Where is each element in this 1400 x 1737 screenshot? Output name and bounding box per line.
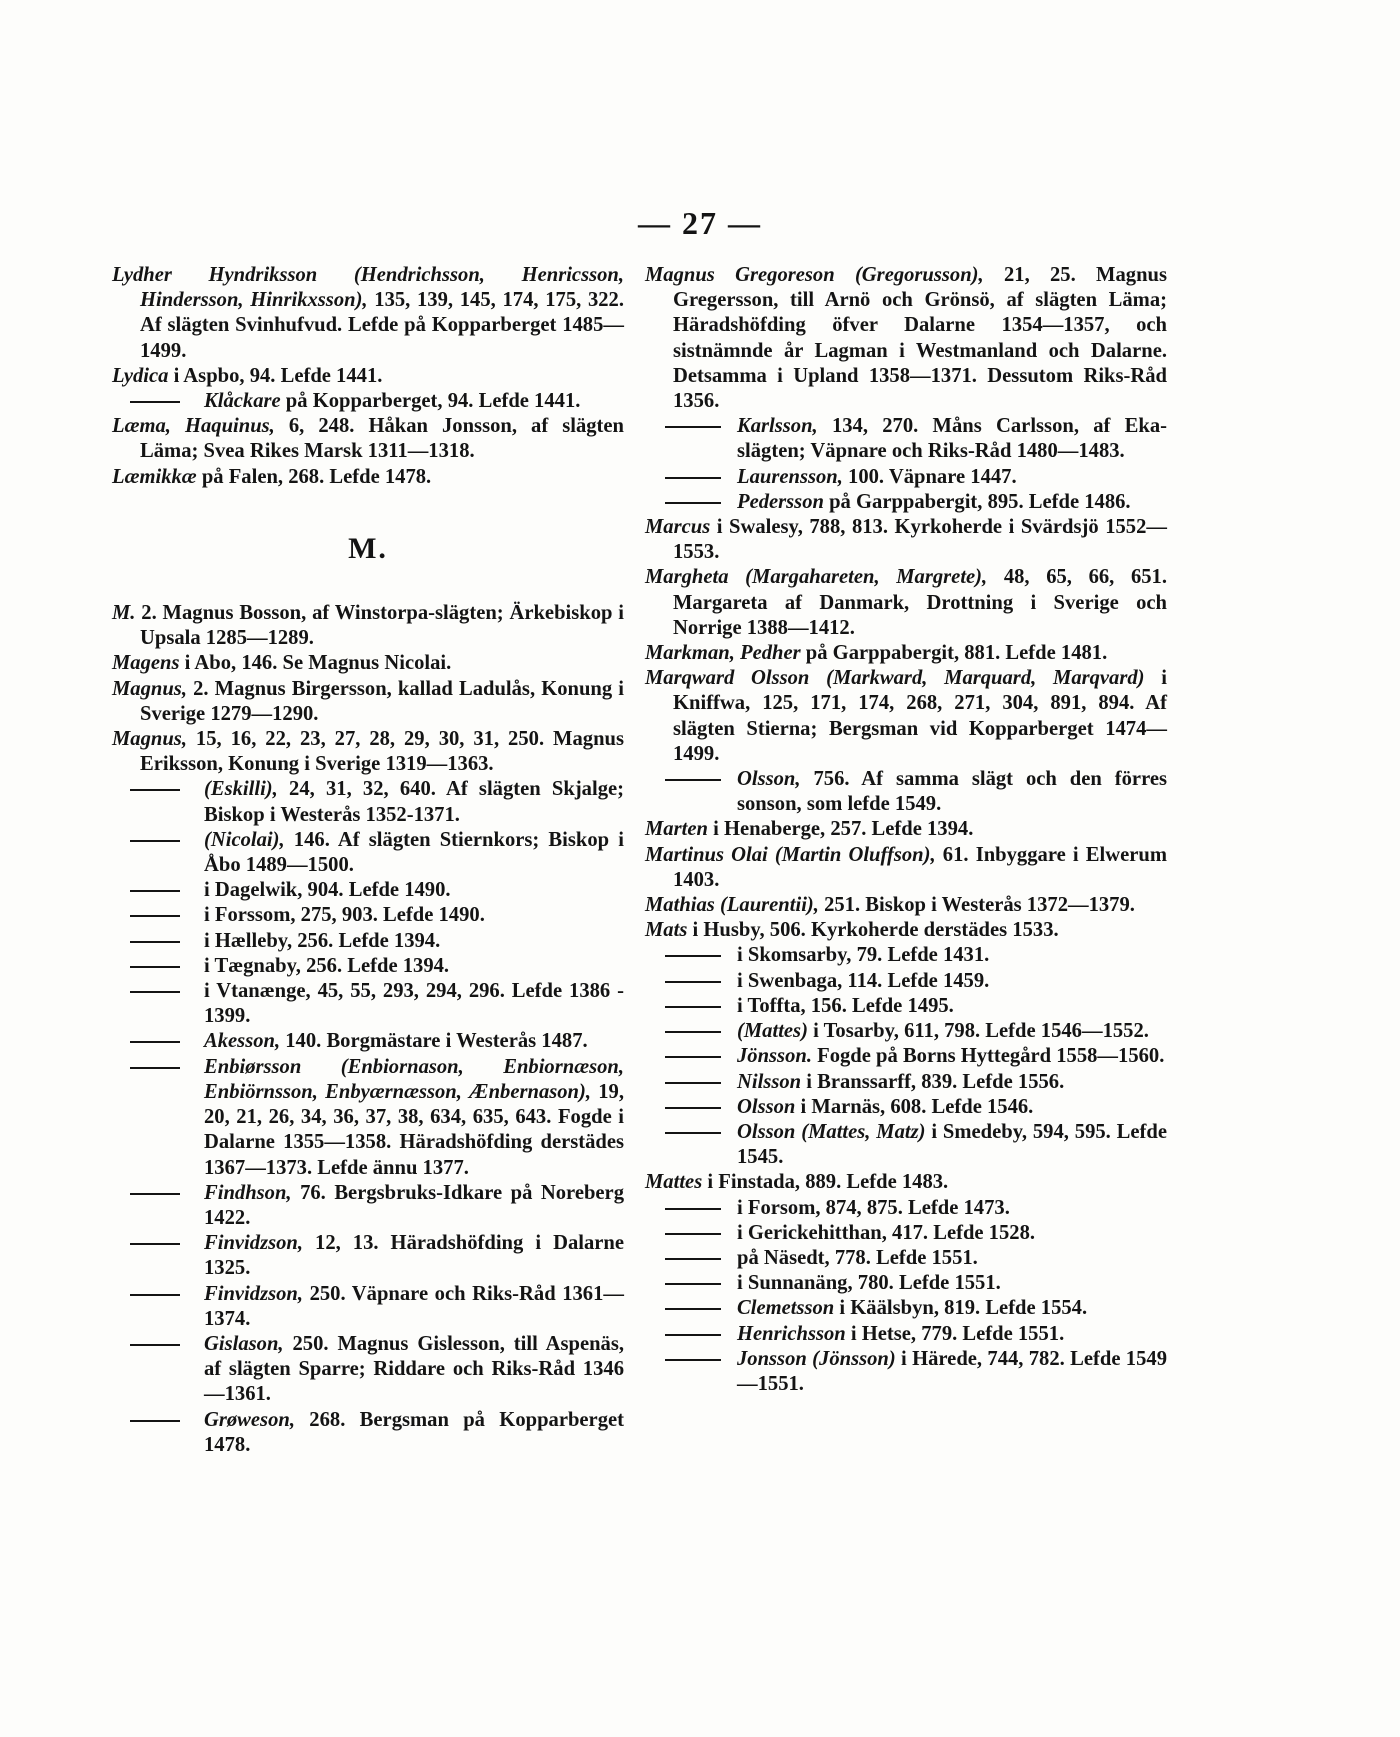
ditto-dash bbox=[665, 1006, 721, 1008]
sub-entry bbox=[645, 465, 1167, 490]
sub-entry bbox=[645, 1296, 1167, 1321]
entry-text: på Kopparberget, 94. Lefde 1441. bbox=[280, 390, 581, 413]
entry-text: i Vtanænge, 45, 55, 293, 294, 296. Lefde 1386 - 1399. bbox=[204, 980, 624, 1028]
sub-entry bbox=[112, 1231, 624, 1281]
entry-text: i Toffta, 156. Lefde 1495. bbox=[737, 994, 954, 1017]
ditto-dash bbox=[130, 890, 180, 892]
entry-text: 100. Väpnare 1447. bbox=[842, 465, 1017, 488]
entry-text: i Forssom, 275, 903. Lefde 1490. bbox=[204, 904, 485, 927]
entry-name: M. bbox=[112, 602, 136, 625]
entry-text: 250. Väpnare och Riks-Råd 1361—1374. bbox=[204, 1282, 624, 1330]
entry-text: 134, 270. Måns Carlsson, af Eka-slägten; Väpnare och Riks-Råd 1480—1483. bbox=[737, 415, 1167, 463]
sub-entry bbox=[112, 903, 624, 928]
ditto-dash bbox=[665, 1258, 721, 1260]
index-entry bbox=[112, 651, 624, 676]
entry-text: i Henaberge, 257. Lefde 1394. bbox=[707, 818, 974, 841]
sub-entry bbox=[112, 1332, 624, 1408]
entry-text: 48, 65, 66, 651. Margareta af Danmark, Drottning i Sverige och Norrige 1388—1412. bbox=[673, 566, 1167, 639]
entry-text: Fogde på Borns Hyttegård 1558—1560. bbox=[811, 1045, 1165, 1068]
entry-name: Findhson, bbox=[204, 1181, 292, 1204]
entry-name: Gislason, bbox=[204, 1332, 284, 1355]
ditto-dash bbox=[665, 779, 721, 781]
sub-entry bbox=[112, 954, 624, 979]
sub-entry bbox=[645, 1221, 1167, 1246]
entry-name: Mats bbox=[645, 919, 688, 942]
ditto-dash bbox=[665, 1334, 721, 1336]
ditto-dash bbox=[665, 1132, 721, 1134]
sub-entry bbox=[645, 490, 1167, 515]
ditto-dash bbox=[130, 941, 180, 943]
entry-text: på Garppabergit, 895. Lefde 1486. bbox=[823, 490, 1131, 513]
entry-text: i Dagelwik, 904. Lefde 1490. bbox=[204, 879, 451, 902]
entry-name: Magnus, bbox=[112, 677, 187, 700]
right-column bbox=[645, 263, 1167, 1397]
ditto-dash bbox=[665, 1233, 721, 1235]
index-entry bbox=[112, 263, 624, 364]
ditto-dash bbox=[130, 991, 180, 993]
ditto-dash bbox=[665, 1082, 721, 1084]
entry-text: i Aspbo, 94. Lefde 1441. bbox=[168, 364, 383, 387]
index-entry bbox=[645, 918, 1167, 943]
entry-name: Finvidzson, bbox=[204, 1282, 303, 1305]
ditto-dash bbox=[665, 502, 721, 504]
entry-name: Finvidzson, bbox=[204, 1232, 303, 1255]
ditto-dash bbox=[665, 1283, 721, 1285]
entry-text: 12, 13. Häradshöfding i Dalarne 1325. bbox=[204, 1232, 624, 1280]
ditto-dash bbox=[130, 789, 180, 791]
entry-name: Olsson bbox=[737, 1095, 796, 1118]
entry-text: 146. Af slägten Stiernkors; Biskop i Åbo 1489—1500. bbox=[204, 828, 624, 877]
entry-name: Enbiørsson (Enbiornason, Enbiornæson, Enbiörnsson, Enbyærnæsson, Ænbernason), bbox=[204, 1055, 624, 1103]
sub-entry bbox=[112, 389, 624, 414]
entry-text: i Gerickehitthan, 417. Lefde 1528. bbox=[737, 1221, 1036, 1244]
entry-text: 15, 16, 22, 23, 27, 28, 29, 30, 31, 250. Magnus Eriksson, Konung i Sverige 1319—1363. bbox=[140, 728, 624, 776]
entry-text: i Forsom, 874, 875. Lefde 1473. bbox=[737, 1196, 1010, 1219]
sub-entry bbox=[112, 929, 624, 954]
ditto-dash bbox=[130, 915, 180, 917]
entry-text: 2. Magnus Bosson, af Winstorpa-slägten; Ärkebiskop i Upsala 1285—1289. bbox=[135, 602, 624, 650]
sub-entry bbox=[112, 828, 624, 878]
index-entry bbox=[645, 515, 1167, 565]
entry-text: i Hælleby, 256. Lefde 1394. bbox=[204, 929, 441, 952]
sub-entry bbox=[112, 1029, 624, 1054]
sub-entry bbox=[112, 1055, 624, 1181]
sub-entry bbox=[645, 1019, 1167, 1044]
entry-name: Mattes bbox=[645, 1171, 703, 1194]
entry-text: 756. Af samma slägt och den förres sonson, som lefde 1549. bbox=[737, 768, 1167, 816]
entry-text: i Swalesy, 788, 813. Kyrkoherde i Svärdsjö 1552—1553. bbox=[673, 516, 1167, 564]
entry-text: i Tosarby, 611, 798. Lefde 1546—1552. bbox=[807, 1020, 1149, 1043]
entry-name: Marqward Olsson (Markward, Marquard, Marqvard) bbox=[645, 667, 1145, 690]
entry-name: Grøweson, bbox=[204, 1408, 295, 1431]
entry-name: Olsson (Mattes, Matz) bbox=[737, 1120, 926, 1143]
entry-text: 76. Bergsbruks-Idkare på Noreberg 1422. bbox=[204, 1181, 624, 1229]
ditto-dash bbox=[130, 1420, 180, 1422]
ditto-dash bbox=[665, 1031, 721, 1033]
entry-name: (Nicolai), bbox=[204, 828, 285, 851]
sub-entry bbox=[645, 1322, 1167, 1347]
index-entry bbox=[112, 364, 624, 389]
entry-name: Henrichsson bbox=[737, 1322, 846, 1345]
entry-name: Jonsson (Jönsson) bbox=[737, 1347, 896, 1370]
sub-entry bbox=[645, 1044, 1167, 1069]
ditto-dash bbox=[130, 840, 180, 842]
sub-entry bbox=[112, 777, 624, 827]
entry-name: Markman, Pedher bbox=[645, 642, 801, 665]
entry-text: 251. Biskop i Westerås 1372—1379. bbox=[818, 894, 1135, 917]
ditto-dash bbox=[665, 1308, 721, 1310]
entry-text: i Härede, 744, 782. Lefde 1549—1551. bbox=[737, 1347, 1167, 1395]
entry-text: i Smedeby, 594, 595. Lefde 1545. bbox=[737, 1120, 1167, 1169]
entry-name: Marcus bbox=[645, 516, 711, 539]
entry-text: 61. Inbyggare i Elwerum 1403. bbox=[673, 843, 1167, 891]
entry-text: i Hetse, 779. Lefde 1551. bbox=[845, 1322, 1065, 1345]
entry-text: 250. Magnus Gislesson, till Aspenäs, af slägten Sparre; Riddare och Riks-Råd 1346—1361. bbox=[204, 1332, 624, 1406]
entry-text: på Garppabergit, 881. Lefde 1481. bbox=[800, 642, 1108, 665]
entry-name: Clemetsson bbox=[737, 1297, 835, 1320]
index-entry bbox=[645, 565, 1167, 641]
ditto-dash bbox=[665, 1056, 721, 1058]
entry-text: 268. Bergsman på Kopparberget 1478. bbox=[204, 1408, 624, 1456]
entry-name: Akesson, bbox=[204, 1030, 281, 1053]
entry-name: Magnus, bbox=[112, 728, 187, 751]
section-letter-m: M. bbox=[348, 531, 388, 565]
entry-text: i Kniffwa, 125, 171, 174, 268, 271, 304, 891, 894. Af slägten Stierna; Bergsman vid Kopparberget 1474—1499. bbox=[673, 667, 1167, 765]
entry-text: i Käälsbyn, 819. Lefde 1554. bbox=[834, 1297, 1088, 1320]
entry-name: (Eskilli), bbox=[204, 778, 278, 801]
entry-text: 135, 139, 145, 174, 175, 322. Af slägten Svinhufvud. Lefde på Kopparberget 1485—1499. bbox=[140, 289, 624, 362]
index-entry bbox=[112, 727, 624, 777]
index-entry bbox=[112, 465, 624, 490]
page-number: — 27 — bbox=[638, 205, 762, 241]
sub-entry bbox=[112, 979, 624, 1029]
ditto-dash bbox=[130, 401, 180, 403]
ditto-dash bbox=[130, 1344, 180, 1346]
entry-text: 24, 31, 32, 640. Af slägten Skjalge; Biskop i Westerås 1352-1371. bbox=[204, 778, 624, 826]
entry-name: Karlsson, bbox=[737, 415, 818, 438]
entry-text: i Branssarff, 839. Lefde 1556. bbox=[801, 1070, 1065, 1093]
ditto-dash bbox=[665, 477, 721, 479]
entry-text: på Näsedt, 778. Lefde 1551. bbox=[737, 1246, 978, 1269]
index-entry bbox=[645, 666, 1167, 767]
entry-text: i Tægnaby, 256. Lefde 1394. bbox=[204, 954, 450, 977]
sub-entry bbox=[112, 1282, 624, 1332]
index-entry bbox=[645, 263, 1167, 414]
entry-text: 140. Borgmästare i Westerås 1487. bbox=[280, 1030, 588, 1053]
entry-text: i Marnäs, 608. Lefde 1546. bbox=[795, 1095, 1034, 1118]
entry-name: Jönsson. bbox=[737, 1045, 812, 1068]
sub-entry bbox=[645, 414, 1167, 464]
ditto-dash bbox=[130, 1193, 180, 1195]
entry-text: 2. Magnus Birgersson, kallad Ladulås, Konung i Sverige 1279—1290. bbox=[140, 677, 624, 725]
entry-name: Pedersson bbox=[737, 490, 824, 513]
ditto-dash bbox=[665, 426, 721, 428]
entry-name: (Mattes) bbox=[737, 1020, 808, 1043]
entry-name: Lydher Hyndriksson (Hendrichsson, Henricsson, Hindersson, Hinrikxsson), bbox=[112, 264, 624, 312]
index-entry bbox=[645, 893, 1167, 918]
sub-entry bbox=[645, 1120, 1167, 1170]
ditto-dash bbox=[130, 1041, 180, 1043]
entry-name: Klåckare bbox=[204, 390, 281, 413]
left-column bbox=[112, 263, 624, 1458]
entry-name: Læmikkæ bbox=[112, 465, 197, 488]
entry-name: Margheta (Margahareten, Margrete), bbox=[645, 566, 988, 589]
entry-text: 21, 25. Magnus Gregersson, till Arnö och Grönsö, af slägten Läma; Häradshöfding öfver Dalarne 1354—1357, och sistnämnde år Lagman i Westmanland och Dalarne. Detsamma i Upland 1358—1371. Dessutom Riks-Råd 1356. bbox=[673, 264, 1167, 413]
entry-name: Marten bbox=[645, 818, 708, 841]
index-entry bbox=[112, 601, 624, 651]
sub-entry bbox=[645, 994, 1167, 1019]
ditto-dash bbox=[130, 1294, 180, 1296]
ditto-dash bbox=[665, 1208, 721, 1210]
entry-name: Olsson, bbox=[737, 768, 801, 791]
entry-name: Magnus Gregoreson (Gregorusson), bbox=[645, 264, 984, 286]
sub-entry bbox=[645, 1095, 1167, 1120]
sub-entry bbox=[112, 1408, 624, 1458]
entry-text: i Swenbaga, 114. Lefde 1459. bbox=[737, 969, 990, 992]
ditto-dash bbox=[665, 1359, 721, 1361]
ditto-dash bbox=[665, 955, 721, 957]
index-entry bbox=[645, 817, 1167, 842]
sub-entry bbox=[645, 1070, 1167, 1095]
entry-text: i Skomsarby, 79. Lefde 1431. bbox=[737, 944, 990, 967]
entry-name: Lydica bbox=[112, 364, 169, 387]
ditto-dash bbox=[665, 1107, 721, 1109]
entry-name: Nilsson bbox=[737, 1070, 802, 1093]
entry-name: Magens bbox=[112, 652, 180, 675]
ditto-dash bbox=[130, 1243, 180, 1245]
index-entry bbox=[645, 1170, 1167, 1195]
sub-entry bbox=[645, 1271, 1167, 1296]
sub-entry bbox=[645, 969, 1167, 994]
entry-name: Læma, Haquinus, bbox=[112, 415, 275, 438]
sub-entry bbox=[645, 943, 1167, 968]
sub-entry bbox=[645, 767, 1167, 817]
entry-text: i Finstada, 889. Lefde 1483. bbox=[702, 1171, 949, 1194]
index-entry bbox=[645, 641, 1167, 666]
index-entry bbox=[112, 414, 624, 464]
entry-text: 19, 20, 21, 26, 34, 36, 37, 38, 634, 635, 643. Fogde i Dalarne 1355—1358. Häradshöfding derstädes 1367—1373. Lefde ännu 1377. bbox=[204, 1080, 624, 1179]
index-entry bbox=[645, 843, 1167, 893]
ditto-dash bbox=[130, 1067, 180, 1069]
entry-text: på Falen, 268. Lefde 1478. bbox=[196, 465, 432, 488]
sub-entry bbox=[645, 1196, 1167, 1221]
entry-name: Mathias (Laurentii), bbox=[645, 894, 819, 917]
ditto-dash bbox=[130, 966, 180, 968]
sub-entry bbox=[645, 1246, 1167, 1271]
entry-text: i Sunnanäng, 780. Lefde 1551. bbox=[737, 1272, 1001, 1295]
entry-text: i Husby, 506. Kyrkoherde derstädes 1533. bbox=[687, 919, 1059, 942]
entry-name: Laurensson, bbox=[737, 465, 843, 488]
sub-entry bbox=[645, 1347, 1167, 1397]
index-entry bbox=[112, 677, 624, 727]
sub-entry bbox=[112, 878, 624, 903]
entry-text: i Abo, 146. Se Magnus Nicolai. bbox=[179, 652, 452, 675]
entry-text: 6, 248. Håkan Jonsson, af slägten Läma; Svea Rikes Marsk 1311—1318. bbox=[140, 415, 625, 463]
ditto-dash bbox=[665, 981, 721, 983]
entry-name: Martinus Olai (Martin Oluffson), bbox=[645, 843, 936, 866]
sub-entry bbox=[112, 1181, 624, 1231]
